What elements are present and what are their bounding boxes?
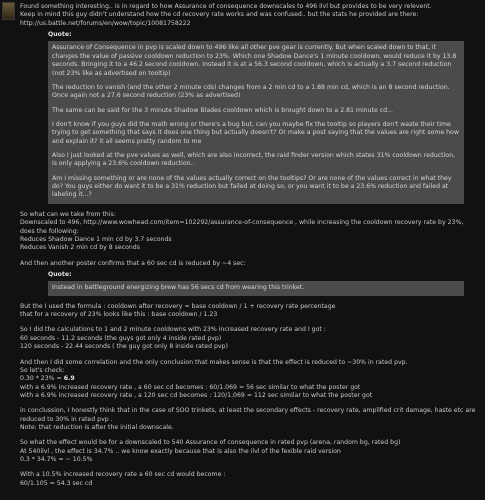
correlation-line: with a 6.9% increased recovery rate , a 60 sec cd becomes : 60/1.069 = 56 sec similar to what the poster got — [20, 383, 361, 391]
takeaway-heading: So what can we take from this: — [20, 210, 116, 218]
intro-line: Found something interesting.. is in regard to how Assurance of consequence downscales to 496 ilvl but provides to be very relevent. — [20, 3, 432, 10]
post-body — [20, 3, 478, 488]
quote-label: Quote: — [48, 270, 72, 278]
conclusion-line: in conclussion, I honestly think that in the case of SOO trinkets, at least the secondary effects - recovery rate, amplified crit damage, haste etc are reduced to 30% in rated pvp . — [20, 407, 476, 423]
quote-paragraph: The reduction to vanish (and the other 2 minute cds) changes from a 2 min cd to a 1.88 min cd, which is an 8 second reduction. Once again not a 27.6 second reduction (23% as advertised) — [52, 83, 450, 100]
intro-line: Keep in mind this guy didn't understand how the cd recovery rate works and was confused.. but the stats he provided are there: — [20, 11, 419, 19]
formula-line: But the I used the formula : cooldown after recovery = base cooldown / 1 + recovery rate percentage — [20, 302, 336, 310]
final-line: With a 10.5% increased recovery rate a 60 sec cd would become : — [20, 471, 226, 479]
correlation-line: And then I did some correlation and the only conclusion that makes sense is that the effect is reduced to ~30% in rated pvp. — [20, 358, 408, 366]
quote-paragraph: Instead in battleground energizing brew has 56 secs cd from wearing this trinket. — [52, 284, 305, 292]
quote-paragraph: Am I missing something or are none of the values actually correct on the tooltips? Or are none of the values correct in what they do? You guys either do want it to be a 31% reduction but failed at doing so, or you want it to be a 23.6% reduction and failed at labeling it...? — [52, 174, 452, 199]
correlation-line: So let's check: — [20, 366, 65, 374]
quote-paragraph: I don't know if you guys did the math wrong or there's a bug but, can you maybe fix the tooltip so players don't waste their time trying to get something that says it does one thing but actually doesn't? Or make a post saying that the values are right some how and explain it? it all seems pretty random to me — [52, 120, 459, 145]
quote-block — [48, 281, 464, 295]
final-line: At 540ilvl , the effect is 34.7% .. we know exactly because that is also the ilvl of the fexible raid version — [20, 447, 341, 455]
formula-line: that for a recovery of 23% looks like this : base cooldown / 1.23 — [20, 311, 218, 319]
final-line: So what the effect would be for a downscaled to 540 Assurance of consequence in rated pvp (arena, random bg, rated bg) — [20, 439, 401, 447]
correlation-line: with a 6.9% increased recovery rate , a 120 sec cd becomes : 120/1.069 = 112 sec similar to what the poster got — [20, 391, 373, 399]
formula-line: So I did the calculations to 1 and 2 minute cooldowns with 23% increased recovery rate and I got : — [20, 326, 326, 334]
takeaway-line: Downscaled to 496, http://www.wowhead.com/item=102292/assurance-of-consequence , while increasing the cooldown recovery rate by 23%, does the following: — [20, 219, 464, 235]
quote-block — [48, 41, 464, 203]
post-sidebar — [0, 0, 15, 500]
formula-line: 120 seconds - 22.44 seconds ( the guy got only 8 inside rated pvp) — [20, 343, 228, 351]
forum-topic-link[interactable]: http://us.battle.net/forums/en/wow/topic/10081758222 — [20, 19, 191, 27]
quote-paragraph: Assurance of Consequence in pvp is scaled down to 496 like all other pve gear is currently. But when scaled down to that, it changes the value of passive cooldown reduction to 23%. Which one Shadow Dance's 1 minute cooldown, would reduce it by 13.8 seconds. Bringing it to a 46.2 second cooldown. Instead it is at a 56.3 second cooldown, which is actually a 3.7 second reduction (not 23% like as advertised on tooltip) — [52, 44, 457, 77]
result-value: 6.9 — [63, 375, 75, 383]
final-line: 0.3 * 34.7% = ~ 10.5% — [20, 456, 93, 464]
quote-paragraph: Also I just looked at the pve values as well, which are also incorrect, the raid finder version which states 31% cooldown reduction, is only applying a 23.6% cooldown reduction.. — [52, 152, 455, 168]
takeaway-line: And then another poster confirms that a 60 sec cd is reduced by ~4 sec: — [20, 259, 246, 267]
formula-line: 60 seconds - 11.2 seconds (the guys got only 4 inside rated pvp) — [20, 334, 222, 342]
takeaway-line: Reduces Shadow Dance 1 min cd by 3.7 seconds — [20, 235, 172, 243]
avatar[interactable] — [2, 2, 15, 20]
quote-paragraph: The same can be said for the 3 minute Shadow Blades cooldown which is brought down to a 2.81 minute cd... — [52, 106, 393, 114]
correlation-line: 0.30 * 23% = 6.9 — [20, 375, 75, 383]
final-line: 60/1.105 = 54.3 sec cd — [20, 479, 93, 487]
conclusion-line: Note: that reduction is after the initial downscale. — [20, 424, 174, 432]
quote-label: Quote: — [48, 31, 72, 39]
takeaway-line: Reduces Vanish 2 min cd by 8 seconds — [20, 244, 140, 252]
